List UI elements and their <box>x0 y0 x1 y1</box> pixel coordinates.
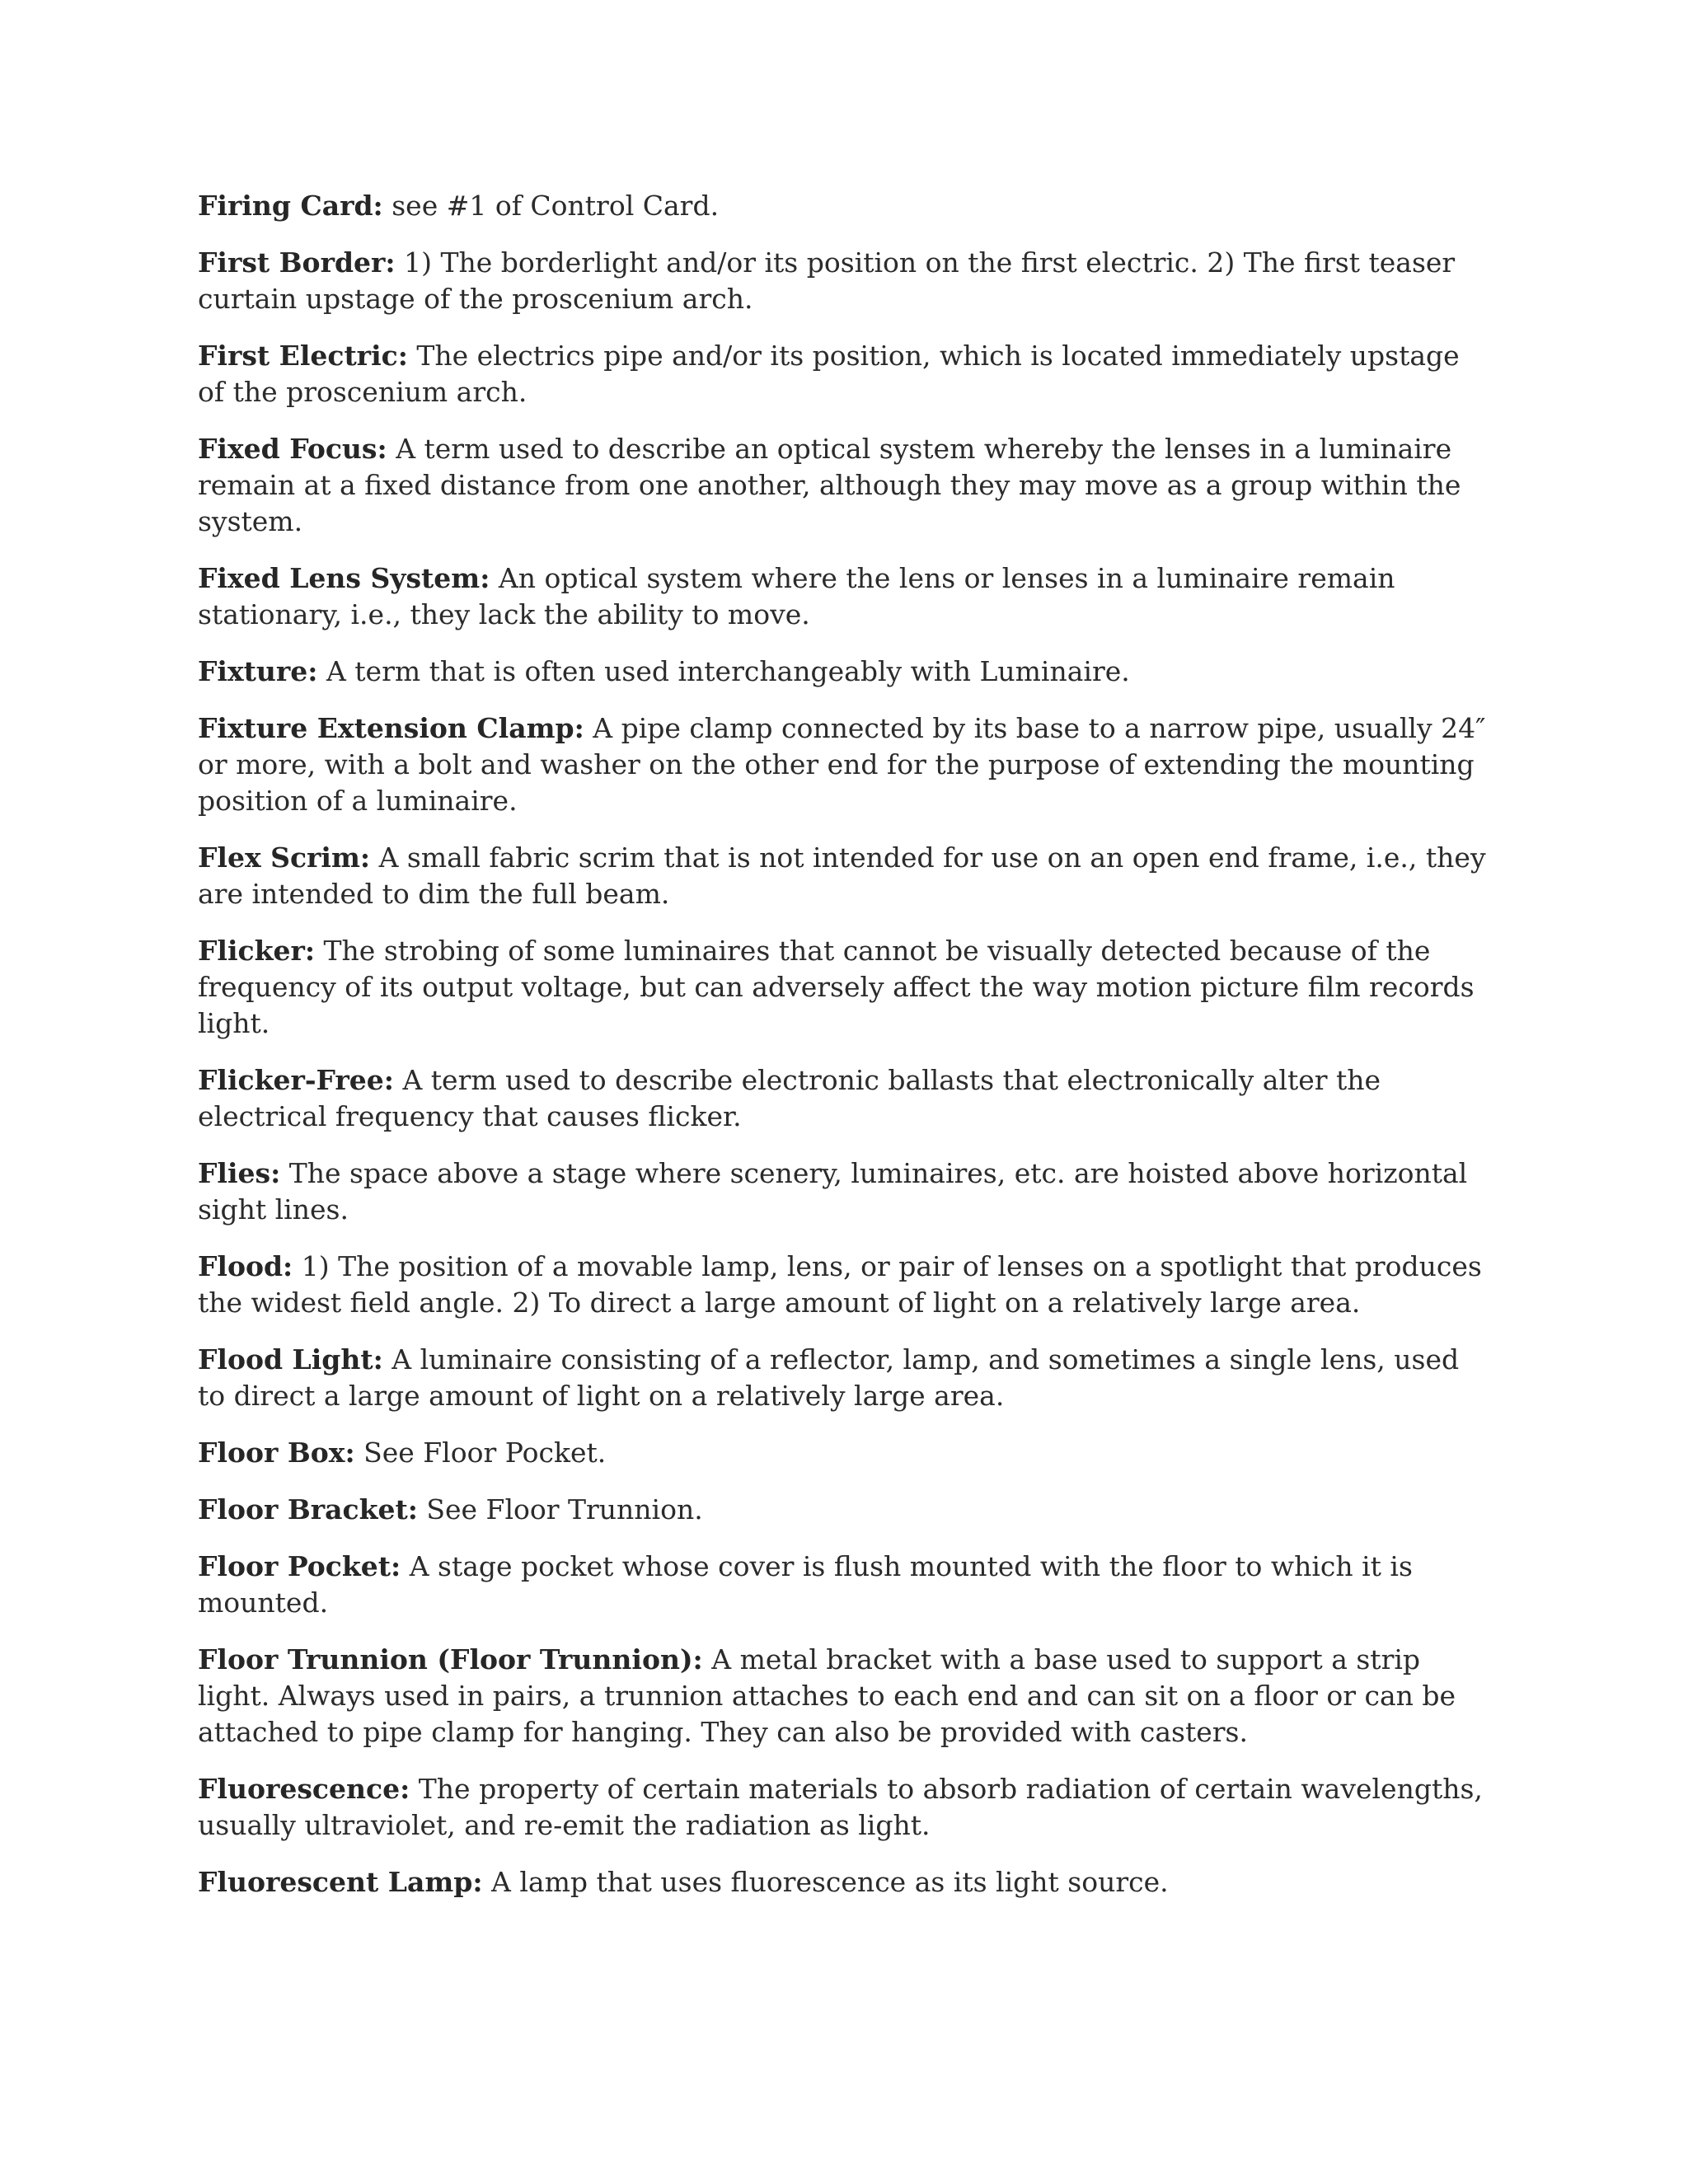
glossary-entry <box>198 710 1492 819</box>
glossary-definition: 1) The position of a movable lamp, lens, or pair of lenses on a spotlight that produces the widest field angle. 2) To direct a large amount of light on a relatively large area. <box>198 1250 1482 1319</box>
glossary-entry <box>198 1864 1492 1900</box>
glossary-definition: See Floor Pocket. <box>363 1436 607 1469</box>
glossary-definition: see #1 of Control Card. <box>392 190 720 222</box>
glossary-definition: An optical system where the lens or lenses in a luminaire remain stationary, i.e., they lack the ability to move. <box>198 562 1395 630</box>
glossary-term: Floor Box: <box>198 1436 355 1469</box>
glossary-definition: The property of certain materials to absorb radiation of certain wavelengths, usually ultraviolet, and re-emit the radiation as light. <box>198 1773 1483 1841</box>
glossary-term: Fixture Extension Clamp: <box>198 712 584 744</box>
glossary-definition: The space above a stage where scenery, luminaires, etc. are hoisted above horizontal sight lines. <box>198 1157 1468 1226</box>
glossary-term: Fluorescent Lamp: <box>198 1866 483 1898</box>
glossary-entry <box>198 188 1492 224</box>
glossary-definition: A term used to describe electronic ballasts that electronically alter the electrical frequency that causes flicker. <box>198 1064 1381 1132</box>
glossary-definition: The strobing of some luminaires that cannot be visually detected because of the frequency of its output voltage, but can adversely affect the way motion picture film records light. <box>198 935 1475 1039</box>
glossary-entry <box>198 560 1492 633</box>
glossary-definition: See Floor Trunnion. <box>426 1493 703 1526</box>
glossary-entry <box>198 431 1492 540</box>
glossary-term: First Electric: <box>198 340 408 372</box>
glossary-definition: A stage pocket whose cover is flush mounted with the floor to which it is mounted. <box>198 1550 1413 1619</box>
glossary-entry <box>198 1492 1492 1528</box>
glossary-definition: A lamp that uses fluorescence as its light source. <box>491 1866 1169 1898</box>
glossary-definition: The electrics pipe and/or its position, which is located immediately upstage of the proscenium arch. <box>198 340 1460 408</box>
glossary-term: Flex Scrim: <box>198 841 371 874</box>
glossary-term: Flicker-Free: <box>198 1064 394 1096</box>
glossary-definition: A small fabric scrim that is not intended for use on an open end frame, i.e., they are intended to dim the full beam. <box>198 841 1486 910</box>
glossary-entry <box>198 1435 1492 1471</box>
glossary-term: Flicker: <box>198 935 316 967</box>
glossary-definition: 1) The borderlight and/or its position on the first electric. 2) The first teaser curtain upstage of the proscenium arch. <box>198 246 1456 315</box>
glossary-definition: A pipe clamp connected by its base to a narrow pipe, usually 24″ or more, with a bolt and washer on the other end for the purpose of extending the mounting position of a luminaire. <box>198 712 1486 817</box>
glossary-entry <box>198 840 1492 912</box>
glossary-entry <box>198 1771 1492 1844</box>
glossary-entry <box>198 654 1492 690</box>
glossary-entry <box>198 1642 1492 1750</box>
glossary-entry <box>198 338 1492 410</box>
glossary-term: Fluorescence: <box>198 1773 410 1805</box>
glossary-definition: A metal bracket with a base used to support a strip light. Always used in pairs, a trunnion attaches to each end and can sit on a floor or can be attached to pipe clamp for hanging. They can also be provided with casters. <box>198 1643 1456 1748</box>
glossary-definition: A term used to describe an optical system whereby the lenses in a luminaire remain at a fixed distance from one another, although they may move as a group within the system. <box>198 433 1461 537</box>
glossary-entry <box>198 1155 1492 1228</box>
glossary-entry <box>198 1062 1492 1135</box>
glossary-list <box>198 188 1492 1921</box>
glossary-term: Fixture: <box>198 655 318 687</box>
glossary-entry <box>198 1249 1492 1321</box>
glossary-term: Fixed Focus: <box>198 433 387 465</box>
glossary-entry <box>198 1342 1492 1414</box>
glossary-entry <box>198 933 1492 1042</box>
glossary-term: First Border: <box>198 246 396 279</box>
glossary-term: Firing Card: <box>198 190 383 222</box>
glossary-term: Floor Pocket: <box>198 1550 401 1582</box>
glossary-entry <box>198 1549 1492 1621</box>
glossary-term: Floor Trunnion (Floor Trunnion): <box>198 1643 703 1675</box>
glossary-term: Floor Bracket: <box>198 1493 418 1526</box>
glossary-term: Fixed Lens System: <box>198 562 490 594</box>
glossary-entry <box>198 245 1492 317</box>
glossary-definition: A term that is often used interchangeably with Luminaire. <box>326 655 1130 687</box>
glossary-term: Flies: <box>198 1157 281 1189</box>
glossary-definition: A luminaire consisting of a reflector, lamp, and sometimes a single lens, used to direct a large amount of light on a relatively large area. <box>198 1343 1460 1412</box>
glossary-term: Flood: <box>198 1250 293 1282</box>
glossary-term: Flood Light: <box>198 1343 383 1376</box>
